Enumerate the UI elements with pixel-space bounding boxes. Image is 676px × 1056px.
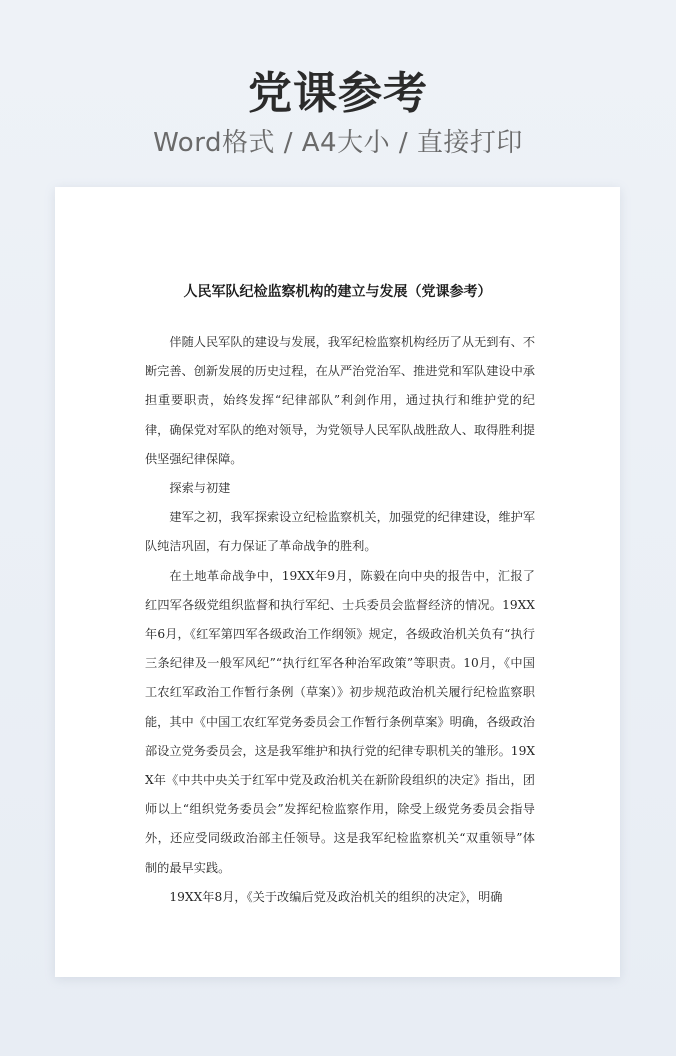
- page-subtitle: Word格式 / A4大小 / 直接打印: [153, 128, 523, 158]
- document-page: [55, 187, 620, 977]
- page-title: 党课参考: [248, 68, 428, 119]
- paragraph-reorganization: 19XX年8月，《关于改编后党及政治机关的组织的决定》，明确: [169, 889, 503, 904]
- document-title: 人民军队纪检监察机构的建立与发展（党课参考）: [183, 284, 492, 300]
- hero-header: [0, 64, 676, 160]
- paragraph-intro: 伴随人民军队的建设与发展，我军纪检监察机构经历了从无到有、不断完善、创新发展的历史过程，在从严治党治军、推进党和军队建设中承担重要职责，始终发挥“纪律部队”利剑作用，通过执行和维护党的纪律，确保党对军队的绝对领导，为党领导人民军队战胜敌人、取得胜利提供坚强纪律保障。: [145, 335, 536, 466]
- document-body: [145, 328, 535, 912]
- paragraph-land-revolution: 在土地革命战争中，19XX年9月，陈毅在向中央的报告中，汇报了红四军各级党组织监督和执行军纪、士兵委员会监督经济的情况。19XX年6月，《红军第四军各级政治工作纲领》规定，各级政治机关负有“执行三条纪律及一般军风纪”“执行红军各种治军政策”等职责。10月，《中国工农红军政治工作暂行条例（草案）》初步规范政治机关履行纪检监察职能，其中《中国工农红军党务委员会工作暂行条例草案》明确，各级政治部设立党务委员会，这是我军维护和执行党的纪律专职机关的雏形。19XX年《中共中央关于红军中党及政治机关在新阶段组织的决定》指出，团师以上“组织党务委员会”发挥纪检监察作用，除受上级党务委员会指导外，还应受同级政治部主任领导。这是我军纪检监察机关“双重领导”体制的最早实践。: [145, 568, 535, 875]
- paragraph-founding: 建军之初，我军探索设立纪检监察机关，加强党的纪律建设，维护军队纯洁巩固，有力保证了革命战争的胜利。: [145, 510, 536, 554]
- section-heading: 探索与初建: [169, 481, 231, 496]
